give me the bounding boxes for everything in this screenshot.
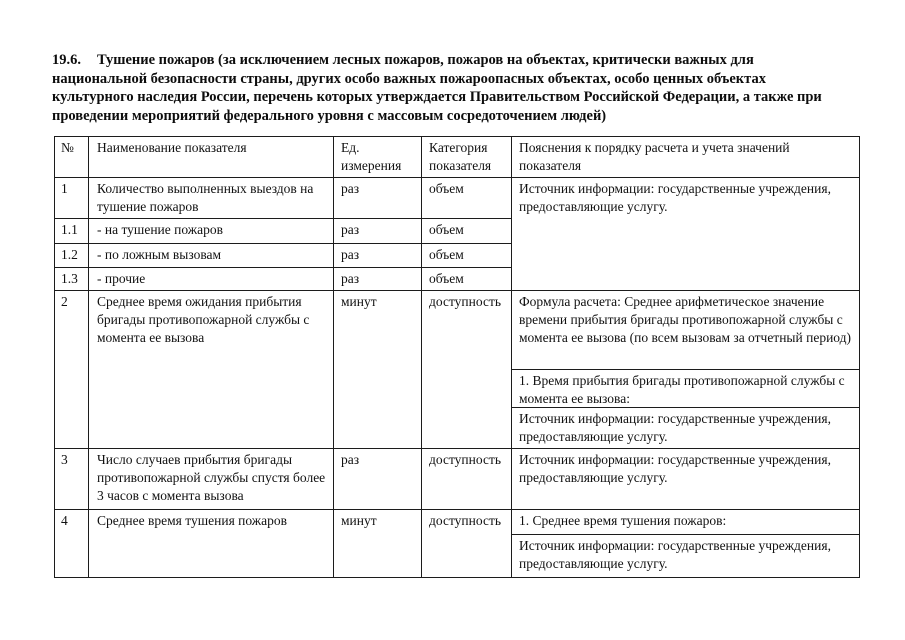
cell-indicator-name: Среднее время тушения пожаров xyxy=(89,510,334,578)
cell-category: объем xyxy=(422,219,512,244)
section-heading-line: проведении мероприятий федерального уровня с массовым сосредоточением людей) xyxy=(52,108,607,125)
cell-number: 1 xyxy=(55,178,89,219)
cell-category: объем xyxy=(422,268,512,291)
section-number: 19.6. xyxy=(52,52,81,68)
table-row xyxy=(55,510,860,578)
header-cell-number: № xyxy=(55,137,89,178)
cell-explanation xyxy=(512,178,860,291)
cell-unit: раз xyxy=(334,219,422,244)
cell-unit: раз xyxy=(334,449,422,510)
cell-category: доступность xyxy=(422,291,512,449)
explanation-step: 1. Среднее время тушения пожаров: xyxy=(519,513,727,528)
header-cell-category: Категория показателя xyxy=(422,137,512,178)
cell-indicator-name: - по ложным вызовам xyxy=(89,244,334,268)
cell-unit: минут xyxy=(334,510,422,578)
cell-indicator-name: Количество выполненных выездов на тушение пожаров xyxy=(89,178,334,219)
cell-indicator-name: - прочие xyxy=(89,268,334,291)
explanation-step: 1. Время прибытия бригады противопожарной службы с момента ее вызова: xyxy=(512,369,859,407)
header-cell-explanation: Пояснения к порядку расчета и учета значений показателя xyxy=(512,137,860,178)
cell-explanation xyxy=(512,291,860,449)
cell-explanation xyxy=(512,449,860,510)
explanation-source: Источник информации: государственные учреждения, предоставляющие услугу. xyxy=(519,452,831,485)
explanation-text: Источник информации: государственные учреждения, предоставляющие услугу. xyxy=(519,181,831,214)
cell-number: 2 xyxy=(55,291,89,449)
cell-number: 1.3 xyxy=(55,268,89,291)
cell-unit: раз xyxy=(334,244,422,268)
section-heading-line: национальной безопасности страны, других особо важных пожароопасных объектах, особо ценных объектах xyxy=(52,70,766,87)
cell-number: 4 xyxy=(55,510,89,578)
table-row xyxy=(55,178,860,219)
table-row xyxy=(55,291,860,449)
section-heading-line xyxy=(52,51,872,70)
table-header-row xyxy=(55,137,860,178)
explanation-source: Источник информации: государственные учреждения, предоставляющие услугу. xyxy=(512,407,859,448)
cell-indicator-name: Среднее время ожидания прибытия бригады противопожарной службы с момента ее вызова xyxy=(89,291,334,449)
cell-number: 1.2 xyxy=(55,244,89,268)
cell-category: объем xyxy=(422,244,512,268)
cell-unit: раз xyxy=(334,268,422,291)
table-row xyxy=(55,449,860,510)
header-cell-unit: Ед. измерения xyxy=(334,137,422,178)
cell-indicator-name: - на тушение пожаров xyxy=(89,219,334,244)
section-title-text: Тушение пожаров (за исключением лесных пожаров, пожаров на объектах, критически важных для xyxy=(97,52,754,68)
cell-category: доступность xyxy=(422,449,512,510)
section-heading xyxy=(52,51,872,126)
cell-unit: раз xyxy=(334,178,422,219)
section-heading-line: культурного наследия России, перечень которых утверждается Правительством Российской Федерации, а также при xyxy=(52,89,822,106)
cell-category: доступность xyxy=(422,510,512,578)
indicators-table xyxy=(54,136,860,578)
cell-number: 1.1 xyxy=(55,219,89,244)
cell-number: 3 xyxy=(55,449,89,510)
explanation-formula: Формула расчета: Среднее арифметическое значение времени прибытия бригады противопожарной службы с момента ее вызова (по всем вызовам за отчетный период) xyxy=(519,294,852,345)
cell-category: объем xyxy=(422,178,512,219)
cell-unit: минут xyxy=(334,291,422,449)
cell-explanation xyxy=(512,510,860,578)
cell-indicator-name: Число случаев прибытия бригады противопожарной службы спустя более 3 часов с момента вызова xyxy=(89,449,334,510)
explanation-source: Источник информации: государственные учреждения, предоставляющие услугу. xyxy=(512,534,859,575)
header-cell-indicator-name: Наименование показателя xyxy=(89,137,334,178)
